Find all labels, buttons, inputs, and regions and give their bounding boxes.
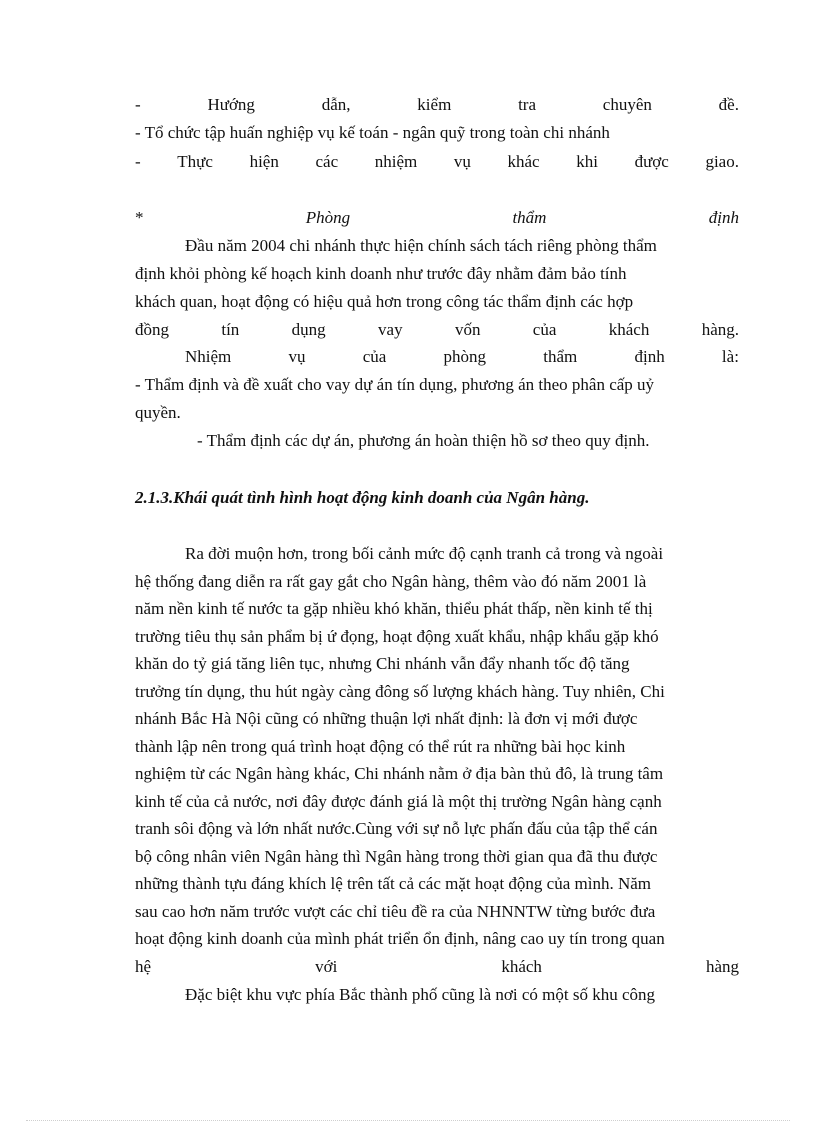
word: với [315, 957, 338, 976]
word: vay [378, 320, 403, 339]
guidance-line [135, 94, 739, 116]
body-line: hoạt động kinh doanh của mình phát triển ổn định, nâng cao uy tín trong quan [135, 929, 665, 948]
body-line: thành lập nên trong quá trình hoạt động có thể rút ra những bài học kinh [135, 737, 626, 756]
duties-heading [185, 346, 739, 368]
word: chuyên [602, 95, 652, 114]
body-line: trường tiêu thụ sản phẩm bị ứ đọng, hoạt động xuất khẩu, nhập khẩu gặp khó [135, 627, 659, 646]
word: các [315, 152, 339, 171]
appraisal-heading [135, 207, 739, 229]
word: tra [518, 95, 537, 114]
word: giao. [705, 152, 739, 171]
word: là: [721, 347, 739, 366]
duty-1-line: quyền. [135, 403, 181, 422]
body-line [135, 956, 739, 978]
word: dẫn, [321, 95, 351, 114]
appraisal-intro-line: định khỏi phòng kế hoạch kinh doanh như trước đây nhằm đảm bảo tính [135, 264, 627, 283]
word: Hướng [207, 95, 255, 114]
body-line: kinh tế của cả nước, nơi đây được đánh giá là một thị trường Ngân hàng cạnh [135, 792, 662, 811]
word: hàng. [701, 320, 739, 339]
duty-1-line: - Thẩm định và đề xuất cho vay dự án tín dụng, phương án theo phân cấp uỷ [135, 375, 655, 394]
bullet: * [135, 208, 144, 227]
page-bottom-rule [26, 1120, 790, 1121]
body-line: khăn do tỷ giá tăng liên tục, nhưng Chi nhánh vẫn đẩy nhanh tốc độ tăng [135, 654, 630, 673]
word: đề. [718, 95, 739, 114]
word: thẩm [512, 208, 547, 227]
body-line: tranh sôi động và lớn nhất nước.Cùng với sự nỗ lực phấn đấu của tập thể cán [135, 819, 658, 838]
word: khách [501, 957, 542, 976]
duty-2-line: - Thẩm định các dự án, phương án hoàn thiện hồ sơ theo quy định. [197, 431, 650, 450]
word: Nhiệm [185, 347, 232, 366]
word: hiện [249, 152, 279, 171]
body-line: những thành tựu đáng khích lệ trên tất cả các mặt hoạt động của mình. Năm [135, 874, 651, 893]
training-line: - Tổ chức tập huấn nghiệp vụ kế toán - ngân quỹ trong toàn chi nhánh [135, 123, 610, 142]
word: Phòng [305, 208, 351, 227]
word: - [135, 152, 141, 171]
section-heading: 2.1.3.Khái quát tình hình hoạt động kinh doanh của Ngân hàng. [135, 488, 590, 507]
word: khi [576, 152, 598, 171]
word: của [532, 320, 557, 339]
word: đồng [135, 320, 169, 339]
body-line: nhánh Bắc Hà Nội cũng có những thuận lợi nhất định: là đơn vị mới được [135, 709, 638, 728]
body-line: trưởng tín dụng, thu hút ngày càng đông số lượng khách hàng. Tuy nhiên, Chi [135, 682, 665, 701]
word: định [708, 208, 739, 227]
body-line: Đặc biệt khu vực phía Bắc thành phố cũng là nơi có một số khu công [185, 985, 656, 1004]
other-tasks-line [135, 151, 739, 173]
word: định [634, 347, 665, 366]
word: kiểm [417, 95, 452, 114]
body-line: hệ thống đang diễn ra rất gay gắt cho Ngân hàng, thêm vào đó năm 2001 là [135, 572, 647, 591]
body-line: Ra đời muộn hơn, trong bối cảnh mức độ cạnh tranh cả trong và ngoài [185, 544, 664, 563]
appraisal-intro-line [135, 319, 739, 341]
appraisal-intro-line: Đầu năm 2004 chi nhánh thực hiện chính sách tách riêng phòng thẩm [185, 236, 657, 255]
word: Thực [177, 152, 213, 171]
word: khác [507, 152, 540, 171]
body-line: bộ công nhân viên Ngân hàng thì Ngân hàng trong thời gian qua đã thu được [135, 847, 658, 866]
word: của [362, 347, 387, 366]
word: nhiệm [374, 152, 418, 171]
body-line: năm nền kinh tế nước ta gặp nhiều khó khăn, thiểu phát thấp, nền kinh tế thị [135, 599, 653, 618]
word: vốn [454, 320, 481, 339]
word: phòng [443, 347, 487, 366]
word: tín [221, 320, 240, 339]
body-line: nghiệm từ các Ngân hàng khác, Chi nhánh nằm ở địa bàn thủ đô, là trung tâm [135, 764, 664, 783]
word: được [634, 152, 669, 171]
word: hàng [705, 957, 739, 976]
word: khách [608, 320, 650, 339]
appraisal-intro-line: khách quan, hoạt động có hiệu quả hơn trong công tác thẩm định các hợp [135, 292, 634, 311]
body-line: sau cao hơn năm trước vượt các chỉ tiêu đề ra của NHNNTW từng bước đưa [135, 902, 656, 921]
word: vụ [288, 347, 306, 366]
word: vụ [453, 152, 471, 171]
word: dụng [291, 320, 326, 339]
word: - [135, 95, 141, 114]
word: hệ [135, 957, 152, 976]
word: thẩm [543, 347, 578, 366]
